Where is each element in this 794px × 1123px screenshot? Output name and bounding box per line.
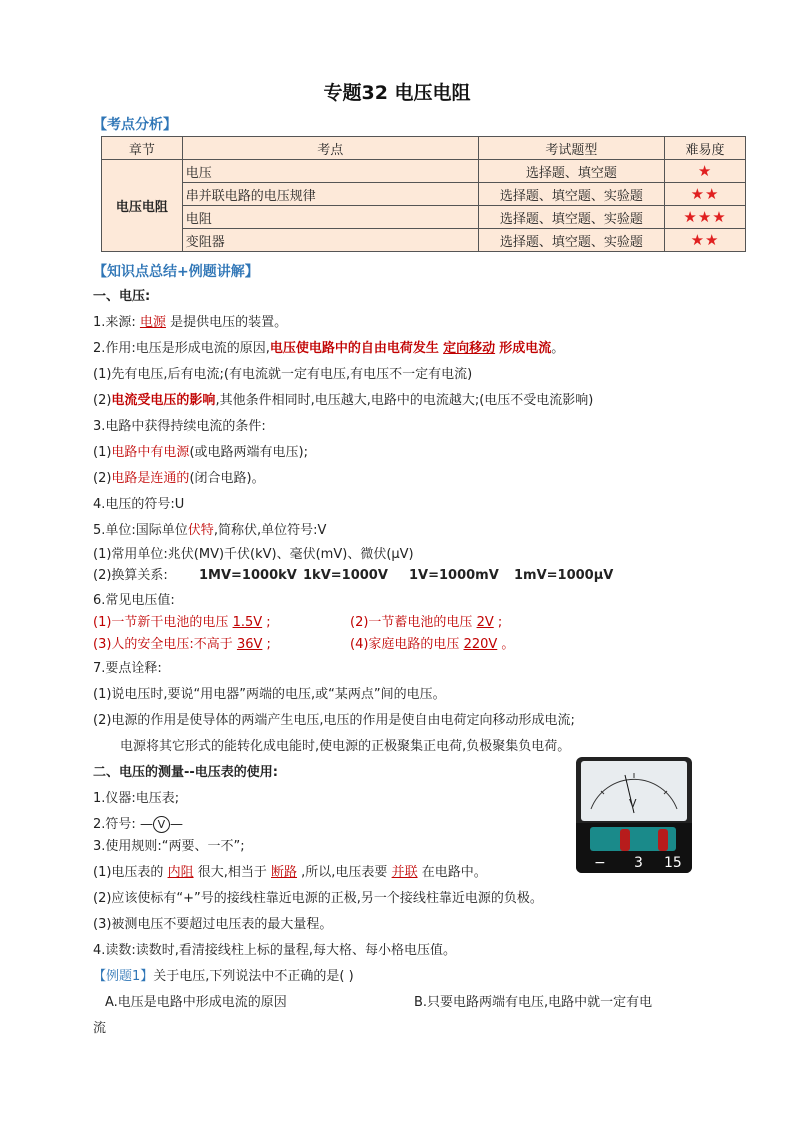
page-title: 专题32 电压电阻 (323, 82, 471, 104)
level-cell: ★★ (665, 229, 746, 252)
cond-num: (2) (93, 471, 112, 486)
terminal-icon (620, 829, 630, 851)
value-2 (350, 614, 502, 632)
type-cell: 选择题、填空题 (478, 160, 664, 183)
conv-2: 1kV=1000V (303, 568, 388, 583)
note-red: 电流受电压的影响 (111, 393, 216, 408)
col-chapter: 章节 (102, 137, 183, 160)
conv-label: (2)换算关系: (93, 568, 168, 583)
option-b: B.只要电路两端有电压,电路中就一定有电 (414, 995, 653, 1010)
col-point: 考点 (182, 137, 478, 160)
cond-text: (或电路两端有电压); (189, 445, 308, 460)
value-text: (3)人的安全电压:不高于 (93, 637, 233, 652)
conv-1: 1MV=1000kV (199, 568, 297, 583)
value-fill: 2V (476, 615, 494, 630)
value-3 (93, 636, 271, 654)
col-type: 考试题型 (478, 137, 664, 160)
condition-line: 3.电路中获得持续电流的条件: (93, 419, 266, 434)
voltage-heading: 一、电压: (93, 289, 151, 304)
note-line-1: (1)先有电压,后有电流;(有电流就一定有电压,有电压不一定有电流) (93, 367, 473, 382)
value-4 (350, 636, 514, 654)
level-cell: ★★★ (665, 206, 746, 229)
rule-fill-3: 并联 (391, 865, 418, 880)
value-fill: 36V (236, 637, 263, 652)
usage-rule-1 (93, 864, 487, 882)
note-text: ,其他条件相同时,电压越大,电路中的电流越大;(电压不受电流影响) (215, 393, 594, 408)
source-text: 1.来源: (93, 315, 136, 330)
example-text: 关于电压,下列说法中不正确的是( ) (153, 969, 354, 984)
function-red: 电压使电路中的自由电荷发生 (269, 341, 439, 356)
table-row (102, 160, 746, 183)
value-text: (4)家庭电路的电压 (350, 637, 460, 652)
option-b-cont: 流 (93, 1021, 107, 1036)
table-header-row (102, 137, 746, 160)
rule-text-3: ,所以,电压表要 (301, 865, 388, 880)
value-1 (93, 614, 271, 632)
voltmeter-symbol-letter: V (153, 816, 170, 833)
rule-text: (1)电压表的 (93, 865, 164, 880)
source-line (93, 314, 287, 332)
circuit-symbol-line (93, 816, 183, 834)
value-text: (1)一节新干电池的电压 (93, 615, 229, 630)
option-a: A.电压是电路中形成电流的原因 (105, 995, 287, 1010)
table-row (102, 229, 746, 252)
unit-text-2: ,简称伏,单位符号:V (213, 523, 327, 538)
source-text-2: 是提供电压的装置。 (170, 315, 288, 330)
symbol-label: 2.符号: (93, 817, 136, 832)
terminal-15-label: 15 (664, 855, 682, 871)
function-fill: 定向移动 (443, 341, 496, 356)
usage-rule-2: (2)应该使标有“+”号的接线柱靠近电源的正极,另一个接线柱靠近电源的负极。 (93, 891, 543, 906)
usage-rule-3: (3)被测电压不要超过电压表的最大量程。 (93, 917, 333, 932)
symbol-line: 4.电压的符号:U (93, 497, 185, 512)
rule-fill-2: 断路 (271, 865, 298, 880)
key-point-2: (2)电源的作用是使导体的两端产生电压,电压的作用是使自由电荷定向移动形成电流; (93, 713, 575, 728)
example-question (93, 968, 354, 986)
value-end: ; (497, 615, 503, 630)
note-num: (2) (93, 393, 112, 408)
unit-line (93, 522, 326, 540)
cond-text: (闭合电路)。 (189, 471, 265, 486)
point-cell: 电阻 (182, 206, 478, 229)
type-cell: 选择题、填空题、实验题 (478, 206, 664, 229)
col-level: 难易度 (665, 137, 746, 160)
value-fill: 220V (463, 637, 498, 652)
point-cell: 变阻器 (182, 229, 478, 252)
voltmeter-image (576, 757, 692, 873)
type-cell: 选择题、填空题、实验题 (478, 183, 664, 206)
value-end: ; (266, 637, 271, 652)
table-row (102, 206, 746, 229)
level-cell: ★★ (665, 183, 746, 206)
voltmeter-heading: 二、电压的测量--电压表的使用: (93, 765, 278, 780)
voltmeter-symbol-icon: — V — (139, 817, 183, 832)
table-row (102, 183, 746, 206)
note-line-2 (93, 392, 593, 410)
level-cell: ★ (665, 160, 746, 183)
chapter-cell: 电压电阻 (102, 160, 183, 252)
condition-2 (93, 470, 265, 488)
conv-4: 1mV=1000μV (514, 568, 614, 583)
value-text: (2)一节蓄电池的电压 (350, 615, 473, 630)
conversion-line (93, 567, 614, 585)
point-cell: 串并联电路的电压规律 (182, 183, 478, 206)
key-points-heading: 7.要点诠释: (93, 661, 162, 676)
rule-text-4: 在电路中。 (421, 865, 487, 880)
key-point-1: (1)说电压时,要说“用电器”两端的电压,或“某两点”间的电压。 (93, 687, 446, 702)
usage-rules-line: 3.使用规则:“两要、一不”; (93, 839, 245, 854)
type-cell: 选择题、填空题、实验题 (478, 229, 664, 252)
reading-line: 4.读数:读数时,看清接线柱上标的量程,每大格、每小格电压值。 (93, 943, 457, 958)
function-end: 。 (551, 341, 565, 356)
rule-fill-1: 内阻 (167, 865, 194, 880)
terminal-3-label: 3 (634, 855, 643, 871)
function-line (93, 340, 564, 358)
section-summary-heading: 【知识点总结+例题讲解】 (93, 264, 259, 280)
conv-3: 1V=1000mV (409, 568, 499, 583)
value-end: 。 (501, 637, 515, 652)
terminal-minus-label: − (594, 855, 606, 871)
instrument-line: 1.仪器:电压表; (93, 791, 180, 806)
meter-v-label: V (629, 797, 637, 810)
cond-num: (1) (93, 445, 112, 460)
condition-1 (93, 444, 308, 462)
unit-red: 伏特 (187, 523, 214, 538)
common-values-heading: 6.常见电压值: (93, 593, 175, 608)
cond-red: 电路中有电源 (111, 445, 190, 460)
value-end: ; (266, 615, 271, 630)
value-fill: 1.5V (232, 615, 263, 630)
key-point-2-cont: 电源将其它形式的能转化成电能时,使电源的正极聚集正电荷,负极聚集负电荷。 (120, 739, 571, 754)
exam-points-table (101, 136, 746, 252)
example-label: 【例题1】 (93, 969, 154, 984)
cond-red: 电路是连通的 (111, 471, 190, 486)
unit-text: 5.单位:国际单位 (93, 523, 188, 538)
section-analysis-heading: 【考点分析】 (93, 117, 177, 133)
common-units-line: (1)常用单位:兆伏(MV)千伏(kV)、毫伏(mV)、微伏(μV) (93, 547, 414, 562)
terminal-icon (658, 829, 668, 851)
function-text: 2.作用:电压是形成电流的原因, (93, 341, 270, 356)
rule-text-2: 很大,相当于 (197, 865, 267, 880)
function-red-2: 形成电流 (499, 341, 552, 356)
source-fill: 电源 (139, 315, 166, 330)
point-cell: 电压 (182, 160, 478, 183)
meter-dial (581, 761, 687, 821)
